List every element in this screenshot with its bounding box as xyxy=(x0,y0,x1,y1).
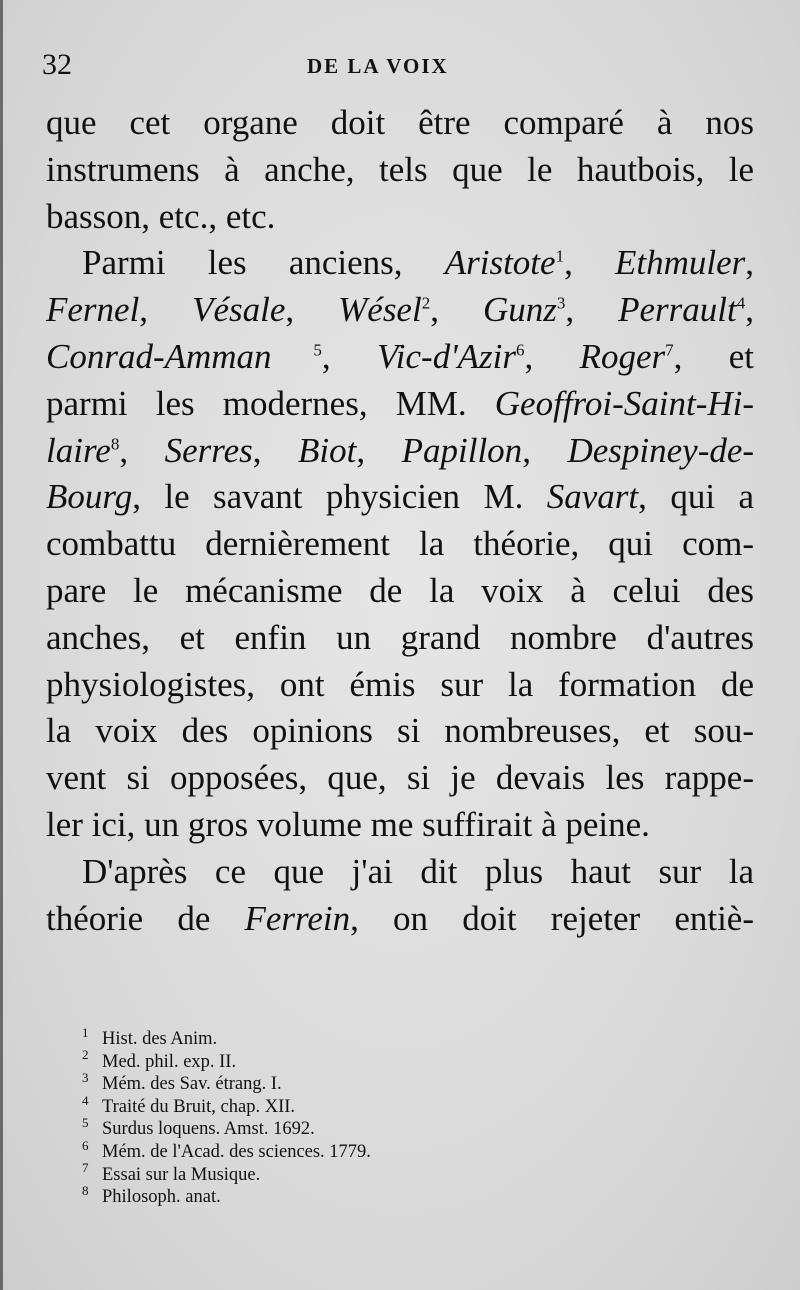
text-line: instrumens à anche, tels que le hautbois, le xyxy=(46,149,754,189)
footnote-ref: 4 xyxy=(736,293,746,313)
footnote-ref: 7 xyxy=(665,340,674,360)
footnote: 4 Traité du Bruit, chap. XII. xyxy=(82,1092,296,1117)
text-line: ler ici, un gros volume me suffirait à peine. xyxy=(46,804,650,844)
text-line: laire$^8$, Serres, Biot, Papillon, Despiney-de- xyxy=(46,430,755,470)
text-line: D'après ce que j'ai dit plus haut sur la xyxy=(82,851,754,891)
text-line: vent si opposées, que, si je devais les rappe- xyxy=(46,758,754,798)
footnote: 7 Essai sur la Musique. xyxy=(82,1160,261,1185)
footnote-ref: 6 xyxy=(516,340,525,360)
footnotes xyxy=(82,1024,682,1209)
footnote-ref: 3 xyxy=(556,293,566,313)
text-line: la voix des opinions si nombreuses, et sou- xyxy=(46,711,754,751)
name-vic-d-azir: Vic-d'Azir xyxy=(377,336,517,376)
text-line: physiologistes, ont émis sur la formation de xyxy=(46,664,754,704)
name-vesale: Vésale xyxy=(192,290,286,330)
name-fernel: Fernel xyxy=(46,290,140,330)
page-number: 32 xyxy=(42,48,72,81)
text-line: Parmi les anciens, Aristote$^1$, Ethmuler, xyxy=(82,243,755,283)
name-ethmuler: Ethmuler xyxy=(615,243,746,283)
name-serres: Serres xyxy=(164,430,253,470)
text-line: basson, etc., etc. xyxy=(46,196,276,236)
footnote: 8 Philosoph. anat. xyxy=(82,1183,221,1208)
name-aristote: Aristote xyxy=(444,243,556,283)
footnote: 2 Med. phil. exp. II. xyxy=(82,1047,237,1072)
text-line: anches, et enfin un grand nombre d'autres xyxy=(46,617,754,657)
text-line: combattu dernièrement la théorie, qui com- xyxy=(46,524,754,564)
body-text xyxy=(46,100,754,942)
name-ferrein: Ferrein xyxy=(244,898,351,938)
footnote-ref: 5 xyxy=(271,340,322,360)
page-header xyxy=(42,48,752,88)
name-despiney: Despiney-de- xyxy=(567,430,755,470)
name-biot: Biot xyxy=(298,430,357,470)
name-gunz: Gunz xyxy=(482,290,557,330)
footnote-ref: 1 xyxy=(555,246,565,266)
text-line: que cet organe doit être comparé à nos xyxy=(46,103,754,142)
footnote: 6 Mém. de l'Acad. des sciences. 1779. xyxy=(82,1137,371,1162)
name-papillon: Papillon xyxy=(401,430,523,470)
name-wesel: Wésel xyxy=(338,290,422,330)
footnote-ref: 8 xyxy=(110,433,120,453)
name-geoffroi: Geoffroi-Saint-Hi- xyxy=(494,383,754,423)
text-line: Fernel, Vésale, Wésel$^2$, Gunz$^3$, Perrault$^4$, xyxy=(46,290,754,330)
name-perrault: Perrault xyxy=(618,290,737,330)
footnote: 3 Mém. des Sav. étrang. I. xyxy=(82,1070,282,1095)
text-line: théorie de Ferrein, on doit rejeter entiè- xyxy=(46,898,754,938)
footnote: 5 Surdus loquens. Amst. 1692. xyxy=(82,1115,315,1140)
running-title: DE LA VOIX xyxy=(307,54,449,78)
footnote-ref: 2 xyxy=(421,293,431,313)
text-line: parmi les modernes, MM. Geoffroi-Saint-Hi- xyxy=(46,383,754,423)
text-line: pare le mécanisme de la voix à celui des xyxy=(46,570,754,610)
footnote: 1 Hist. des Anim. xyxy=(82,1024,218,1049)
name-savart: Savart xyxy=(546,477,639,517)
name-conrad-amman: Conrad-Amman xyxy=(46,336,272,376)
text-line: Conrad-Amman $^5$, Vic-d'Azir$^6$, Roger$^7$, et xyxy=(46,336,755,376)
text-line: Bourg, le savant physicien M. Savart, qui a xyxy=(46,477,754,517)
page-edge xyxy=(0,0,3,1290)
name-roger: Roger xyxy=(579,336,666,376)
